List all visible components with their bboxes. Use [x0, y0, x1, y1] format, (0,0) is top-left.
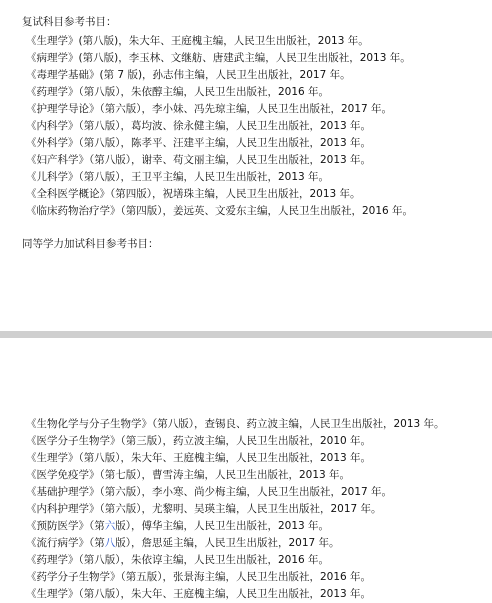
reference-line: 《内科护理学》（第六版），尤黎明、吴瑛主编，人民卫生出版社，2017 年。 [26, 503, 382, 515]
reference-line: 《生理学》（第八版），朱大年、王庭槐主编，人民卫生出版社，2013 年。 [26, 452, 372, 464]
reference-line: 《毒理学基础》(第 7 版)，孙志伟主编，人民卫生出版社，2017 年。 [26, 69, 351, 81]
reference-line: 《外科学》（第八版），陈孝平、汪建平主编，人民卫生出版社，2013 年。 [26, 137, 372, 149]
highlighted-edition: 八 [104, 537, 116, 549]
reference-line: 《药理学》（第八版），朱依谆主编，人民卫生出版社，2016 年。 [26, 554, 330, 566]
reference-line: 《医学免疫学》（第七版），曹雪涛主编，人民卫生出版社，2013 年。 [26, 469, 351, 481]
reference-line: 《护理学导论》（第六版），李小妹、冯先琼主编，人民卫生出版社，2017 年。 [26, 103, 393, 115]
reference-text: 版），傅华主编，人民卫生出版社，2013 年。 [115, 520, 330, 532]
reference-text: 版），詹思延主编，人民卫生出版社，2017 年。 [115, 537, 340, 549]
reference-line: 《生理学》（第八版），朱大年、王庭槐主编，人民卫生出版社，2013 年。 [26, 588, 372, 600]
reference-line: 《药理学》（第八版），朱依醇主编，人民卫生出版社，2016 年。 [26, 86, 330, 98]
reference-line: 《内科学》（第八版），葛均波、徐永健主编，人民卫生出版社，2013 年。 [26, 120, 372, 132]
reference-line: 《基础护理学》（第六版），李小寒、尚少梅主编，人民卫生出版社，2017 年。 [26, 486, 393, 498]
reference-line: 《医学分子生物学》（第三版），药立波主编，人民卫生出版社，2010 年。 [26, 435, 372, 447]
reference-line: 《生物化学与分子生物学》（第八版），查锡良、药立波主编，人民卫生出版社，2013 年。 [26, 418, 445, 430]
highlighted-edition: 六 [104, 520, 116, 532]
equivalent-references-heading: 同等学力加试科目参考书目： [22, 238, 159, 250]
reference-line: 《临床药物治疗学》（第四版），姜远英、文爱东主编，人民卫生出版社，2016 年。 [26, 205, 414, 217]
reference-line [26, 520, 329, 532]
reference-line: 《生理学》(第八版)，朱大年、王庭槐主编，人民卫生出版社，2013 年。 [26, 35, 369, 47]
reference-line [26, 537, 340, 549]
reference-text: 《预防医学》（第 [26, 520, 105, 532]
reference-line: 《药学分子生物学》（第五版），张景海主编，人民卫生出版社，2016 年。 [26, 571, 372, 583]
retest-references-heading: 复试科目参考书目： [22, 16, 117, 28]
reference-line: 《儿科学》（第八版），王卫平主编，人民卫生出版社，2013 年。 [26, 171, 330, 183]
reference-text: 《流行病学》（第 [26, 537, 105, 549]
reference-line: 《妇产科学》（第八版），谢幸、苟文丽主编，人民卫生出版社，2013 年。 [26, 154, 372, 166]
reference-line: 《病理学》(第八版)，李玉林、文继舫、唐建武主编，人民卫生出版社，2013 年。 [26, 52, 411, 64]
document-page-2 [0, 338, 492, 603]
reference-line: 《全科医学概论》（第四版），祝墡珠主编，人民卫生出版社，2013 年。 [26, 188, 361, 200]
page-break-gap [0, 331, 492, 338]
